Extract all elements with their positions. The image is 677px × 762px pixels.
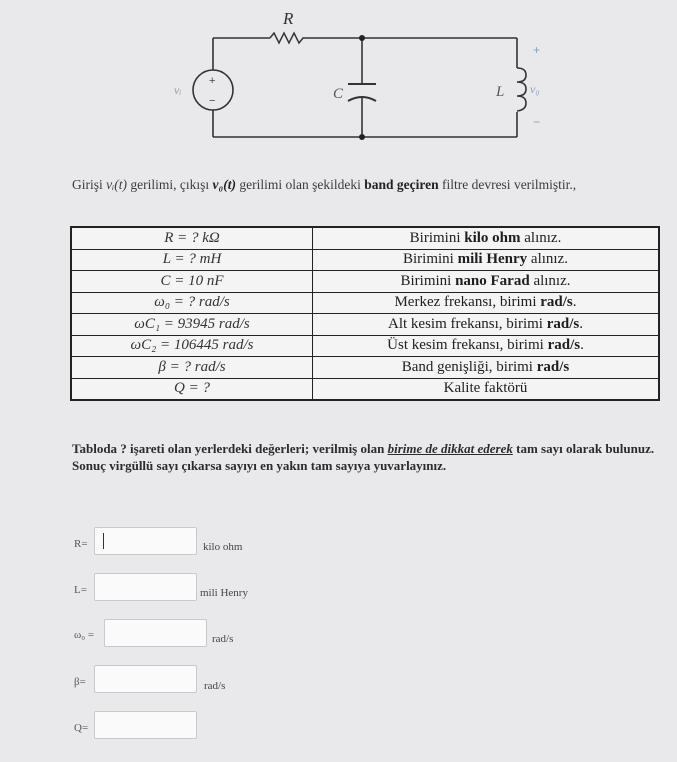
desc-unit: rad/s	[536, 358, 570, 375]
desc-suffix: .	[572, 294, 577, 311]
table-row	[71, 357, 659, 379]
note-text-1: Tabloda ? işareti olan yerlerdeki değerleri; verilmiş olan	[72, 441, 388, 456]
param-symbol: ωC₂ = 106445 rad/s	[71, 335, 313, 357]
answer-label-beta: β=	[74, 676, 86, 688]
answer-unit-r: kilo ohm	[203, 541, 243, 553]
circuit-diagram	[0, 0, 677, 170]
param-symbol: Q = ?	[71, 378, 313, 400]
desc-unit: rad/s	[546, 315, 580, 332]
desc-unit: kilo ohm	[464, 229, 521, 246]
answer-input-w0[interactable]	[104, 619, 207, 647]
param-symbol: C = 10 nF	[71, 271, 313, 293]
note-underlined: birime de dikkat ederek	[387, 441, 513, 456]
resistor-symbol	[270, 33, 306, 43]
param-symbol: ω₀ = ? rad/s	[71, 292, 313, 314]
junction-dot	[359, 134, 365, 140]
table-row	[71, 292, 659, 314]
inductor-label: L	[496, 84, 505, 100]
param-description	[313, 314, 660, 336]
text-caret	[103, 533, 104, 549]
param-description	[313, 292, 660, 314]
desc-text: Band genişliği, birimi	[401, 358, 537, 375]
inductor-symbol	[517, 68, 526, 111]
resistor-label: R	[283, 9, 294, 28]
intro-text-3: gerilimi olan şekildeki	[235, 177, 365, 192]
answer-unit-beta: rad/s	[204, 680, 226, 692]
desc-suffix: .	[580, 337, 584, 354]
instruction-note	[72, 440, 657, 474]
param-description	[313, 357, 660, 379]
desc-suffix: .	[579, 315, 583, 332]
param-description	[313, 271, 660, 293]
desc-text: Birimini	[400, 272, 456, 289]
param-description	[313, 378, 660, 400]
desc-text: Üst kesim frekansı, birimi	[387, 337, 548, 354]
intro-text-4: filtre devresi verilmiştir.,	[438, 177, 577, 192]
table-row	[71, 378, 659, 400]
param-symbol: ωC₁ = 93945 rad/s	[71, 314, 313, 336]
junction-dot	[359, 35, 365, 41]
answer-label-w0: ω₀ =	[74, 629, 95, 641]
desc-text: Birimini	[403, 251, 458, 268]
desc-unit: rad/s	[540, 294, 573, 311]
desc-suffix: alınız.	[527, 251, 568, 268]
parameters-table	[70, 226, 660, 401]
table-row	[71, 249, 659, 271]
desc-unit: nano Farad	[455, 272, 530, 289]
note-bold: en yakın tam sayıya yuvarlayınız.	[260, 458, 447, 473]
intro-bold: band geçiren	[364, 177, 439, 192]
param-description	[313, 249, 660, 271]
answer-input-q[interactable]	[94, 711, 197, 739]
desc-text: Birimini	[409, 229, 465, 246]
answer-input-beta[interactable]	[94, 665, 197, 693]
desc-text: Alt kesim frekansı, birimi	[388, 315, 547, 332]
intro-vi: vᵢ(t)	[106, 177, 128, 192]
answer-label-q: Q=	[74, 722, 89, 734]
desc-text: Merkez frekansı, birimi	[394, 294, 541, 311]
intro-text-2: gerilimi, çıkışı	[127, 177, 213, 192]
desc-text: Kalite faktörü	[443, 380, 528, 397]
table-row	[71, 271, 659, 293]
desc-unit: rad/s	[547, 337, 581, 354]
param-symbol: R = ? kΩ	[71, 227, 313, 249]
intro-text-1: Girişi	[72, 177, 107, 192]
param-description	[313, 335, 660, 357]
problem-intro	[72, 176, 662, 194]
capacitor-label: C	[333, 86, 344, 102]
output-minus-sign: −	[533, 115, 541, 129]
output-voltage-label: v₀	[530, 82, 540, 96]
source-plus-sign: +	[209, 75, 216, 87]
intro-vo: v₀(t)	[212, 177, 236, 192]
output-plus-sign: +	[533, 43, 541, 57]
param-description	[313, 227, 660, 249]
param-symbol: β = ? rad/s	[71, 357, 313, 379]
answer-label-l: L=	[74, 584, 87, 596]
param-symbol: L = ? mH	[71, 249, 313, 271]
table-row	[71, 314, 659, 336]
answer-unit-l: mili Henry	[200, 587, 248, 599]
source-minus-sign: −	[209, 95, 216, 107]
desc-suffix: alınız.	[529, 272, 571, 289]
answer-input-l[interactable]	[94, 573, 197, 601]
input-voltage-label: vᵢ	[174, 83, 182, 97]
desc-suffix: alınız.	[520, 229, 562, 246]
table-row	[71, 335, 659, 357]
table-row	[71, 227, 659, 249]
answer-label-r: R=	[74, 538, 88, 550]
answer-unit-w0: rad/s	[212, 633, 234, 645]
note-text-2: tam sayı olarak bulunuz. Sonuç virgüllü sayı çıkarsa sayıyı	[72, 441, 655, 473]
desc-unit: mili Henry	[457, 251, 528, 268]
answer-input-r[interactable]	[94, 527, 197, 555]
